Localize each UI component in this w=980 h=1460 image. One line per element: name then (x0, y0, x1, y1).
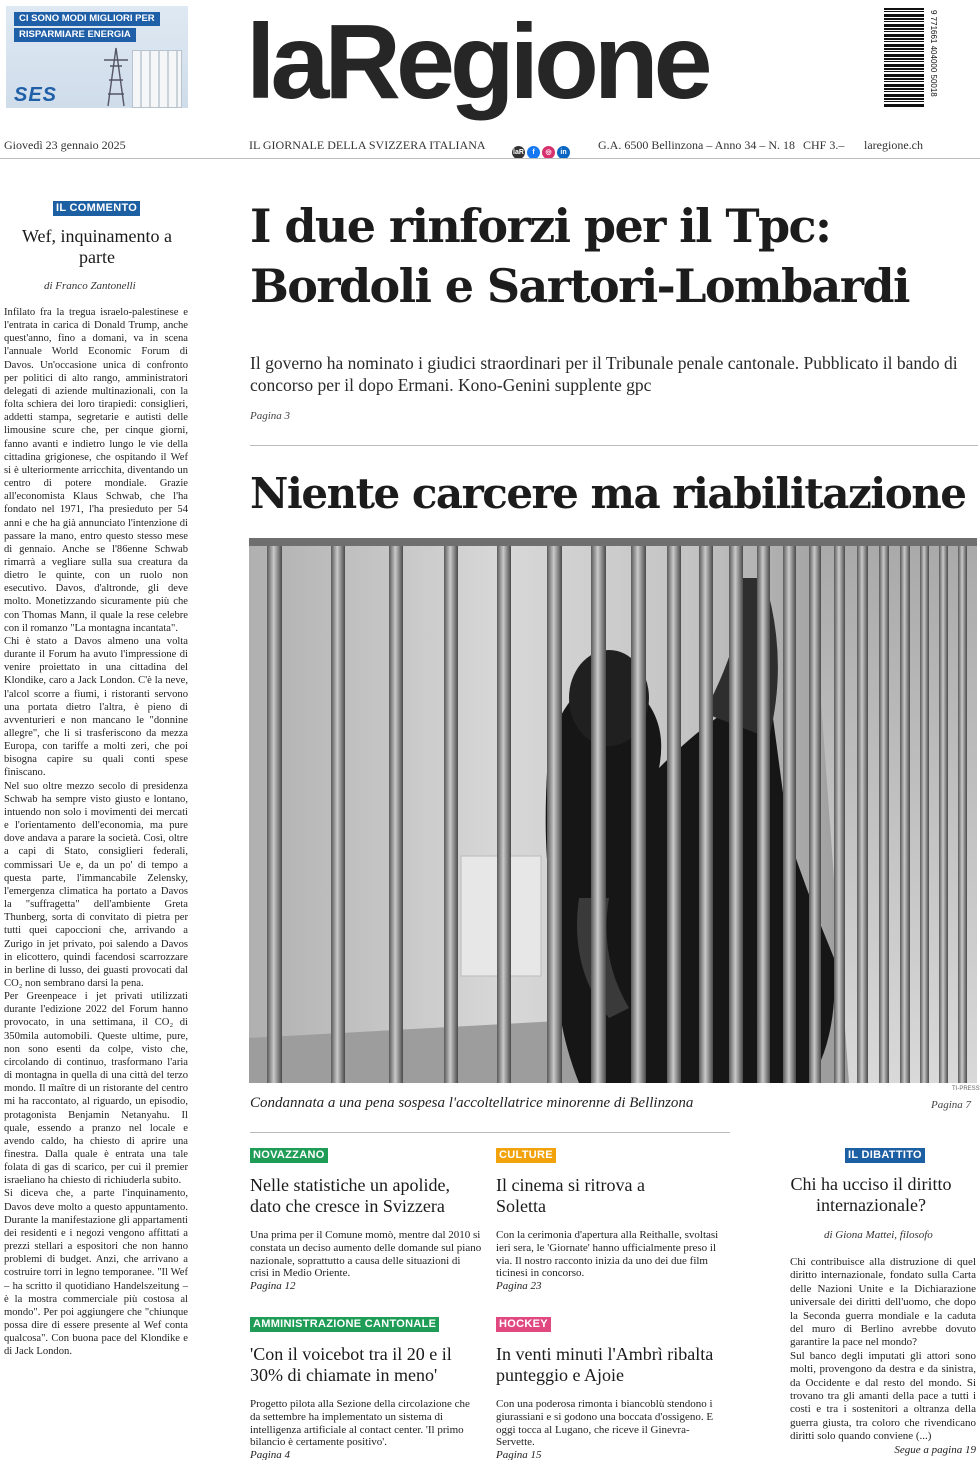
laregione-app-icon[interactable]: laR (512, 146, 525, 159)
story-page-ref[interactable]: Pagina 23 (496, 1280, 542, 1293)
lead-headline-line-1: I due rinforzi per il Tpc: (250, 199, 831, 253)
edition-info: G.A. 6500 Bellinzona – Anno 34 – N. 18 (598, 138, 795, 152)
barcode (884, 8, 924, 108)
section-tag-culture: CULTURE (496, 1148, 556, 1163)
story-body-novazzano (250, 1229, 482, 1293)
commento-title[interactable]: Wef, inquinamento a parte (21, 226, 172, 267)
section-tag-commento: IL COMMENTO (53, 201, 140, 216)
story-title-hockey[interactable]: In venti minuti l'Ambrì ribalta punteggio e Ajoie (496, 1344, 714, 1385)
story-body-hockey (496, 1398, 718, 1460)
radiator-image (132, 50, 182, 108)
dibattito-paragraph: Chi contribuisce alla distruzione di quel diritto internazionale, fondato sulla Carta delle Nazioni Unite e la Dichiarazione universale dei diritti dell'uomo, che dopo la Seconda guerra mondiale e la caduta del muro di Berlino avrebbe dovuto garantire la pace nel mondo? (790, 1256, 976, 1349)
story-text: Progetto pilota alla Sezione della circolazione che da settembre ha implementato un sistema di intelligenza artificiale al contact center. 'Il primo bilancio è certamente positivo'. (250, 1398, 470, 1449)
story-page-ref[interactable]: Pagina 4 (250, 1449, 291, 1460)
instagram-icon[interactable]: ◎ (542, 146, 555, 159)
stories-divider (250, 1132, 730, 1133)
photo-credit: TI-PRESS (952, 1086, 980, 1092)
commento-paragraph: Infilato fra la tregua israelo-palestinese e l'entrata in carica di Donald Trump, anche quest'anno, fino a domani, va in scena l'annuale World Economic Forum di Davos. Un'occasione unica di confronto per politici di alto rango, amministratori delegati di aziende multinazionali, con la folta schiera dei loro tirapiedi: consiglieri, addetti stampa, segretarie e autisti delle limousine scure che, per cinque giorni, fanno avanti e indietro lungo le vie della cittadina grigionese, che ospitando il Wef si è ulteriormente arricchita, diventando un centro di potere mondiale. Grazie all'economista Klaus Schwab, che l'ha fondato nel 1971, l'ha presieduto per 54 anni e che ha già annunciato l'intenzione di passare la mano, entro questo stesso mese di gennaio. Anche se l'86enne Schwab rimarrà a vegliare sulla sua creatura da dietro le quinte, con un ruolo non esecutivo. Davos, d'altronde, gli deve molto. Monetizzando sicuramente più che con Thomas Mann, il quale la rese celebre con il romanzo "La montagna incantata". (4, 307, 188, 634)
section-tag-amministrazione: AMMINISTRAZIONE CANTONALE (250, 1317, 439, 1332)
energy-advertisement[interactable] (6, 6, 188, 108)
lead-page-ref[interactable]: Pagina 3 (250, 410, 291, 422)
story-title-culture[interactable]: Il cinema si ritrova a Soletta (496, 1175, 645, 1216)
story-body-culture (496, 1229, 732, 1293)
story-page-ref[interactable]: Pagina 15 (496, 1449, 542, 1460)
commento-body (4, 306, 188, 1456)
section-tag-hockey: HOCKEY (496, 1317, 551, 1332)
linkedin-icon[interactable]: in (557, 146, 570, 159)
commento-paragraph: Nel suo oltre mezzo secolo di presidenza Schwab ha sempre visto giusto e lontano, intuendo non solo i movimenti dei mercati e l'orientamento dell'economia, ma pure dove andava a parare la società. Così, oltre a capi di Stato, consiglieri federali, commissari Ue e, da un po' di tempo a questa parte, l'immancabile Zelensky, l'emergenza climatica ha portato a Davos la "suffragetta" dell'ambiente Greta Thunberg, sorta di convitato di pietra per tutti quei capoccioni che, arrivando a Zurigo in jet privato, poi salendo a Davos in elicottero, quindi facendosi scarrozzare in berline di lusso, dei guasti provocati dal CO₂ non sembrano darsi la pena. (4, 780, 188, 989)
lead-headline[interactable] (250, 196, 978, 316)
tagline: IL GIORNALE DELLA SVIZZERA ITALIANA (249, 138, 486, 152)
price: CHF 3.– (803, 138, 845, 152)
prison-photo-illustration (249, 538, 977, 1083)
second-page-ref[interactable]: Pagina 7 (931, 1099, 972, 1111)
ad-headline-1: CI SONO MODI MIGLIORI PER (14, 12, 160, 26)
issue-date: Giovedì 23 gennaio 2025 (4, 138, 126, 152)
lead-subtitle: Il governo ha nominato i giudici straordinari per il Tribunale penale cantonale. Pubblicato il bando di concorso per il dopo Ermani. Kono-Genini supplente gpc (250, 353, 958, 395)
dibattito-paragraph: Sul banco degli imputati gli attori sono molti, provengono da destra e da sinistra, da Occidente e dal resto del mondo. Si trovano tra gli amanti della pace a tutti i costi e tra i sostenitori a oltranza della guerra giusta, tra coloro che rivendicano diritti solo quando conviene (...) (790, 1349, 976, 1443)
lead-divider (250, 445, 978, 446)
dibattito-author: di Giona Mattei, filosofo (824, 1229, 933, 1241)
website-link[interactable]: laregione.ch (864, 138, 923, 152)
section-tag-dibattito: IL DIBATTITO (845, 1148, 925, 1163)
story-text: Con la cerimonia d'apertura alla Reithalle, svoltasi ieri sera, le 'Giornate' hanno ufficialmente preso il via. Il nostro racconto inizia da uno dei due film ticinesi in concorso. (496, 1229, 719, 1280)
facebook-icon[interactable]: f (527, 146, 540, 159)
second-headline[interactable]: Niente carcere ma riabilitazione (250, 469, 966, 518)
newspaper-logo[interactable]: laRegione (246, 3, 708, 121)
commento-paragraph: Per Greenpeace i jet privati utilizzati durante l'edizione 2022 del Forum hanno provocato, in una settimana, il CO₂ di 350mila automobili. Queste ultime, pure, non sono esenti da colpe, visto che, circolando di continuo, trasformano l'aria di montagna in quella di una città del terzo mondo. Il maître di un ristorante del centro mi ha raccontato, al riguardo, un episodio, protagonista Benjamin Netanyahu. Il quale, essendo a pranzo nel locale e avendo caldo, ha chiesto di aprire una finestra. Dalla quale è entrata una tale folata di gas di scarico, per cui il premier israeliano ha chiesto di richiuderla subito. (4, 991, 188, 1187)
section-tag-novazzano: NOVAZZANO (250, 1148, 328, 1163)
story-title-voicebot[interactable]: 'Con il voicebot tra il 20 e il 30% di chiamate in meno' (250, 1344, 452, 1385)
ses-logo: SES (14, 84, 58, 106)
barcode-number: 9 771661 404000 50018 (929, 10, 938, 97)
masthead-info-bar (0, 136, 980, 156)
prison-bars-photo (249, 538, 977, 1083)
story-title-novazzano[interactable]: Nelle statistiche un apolide, dato che cresce in Svizzera (250, 1175, 450, 1216)
power-tower-icon (102, 46, 130, 108)
commento-paragraph: Si diceva che, a parte l'inquinamento, Davos deve molto a questo appuntamento. Durante la manifestazione gli appartamenti dei residenti e i negozi vengono affittati a prezzi stellari a espositori che non hanno problemi di budget. Anzi, che arrivano a costruire torri in legno temporanee. "Il Wef – ha scritto il quotidiano Handelszeitung – è la mostra commerciale più costosa al mondo". Per poi aggiungere che "chiunque possa dire di essere presente al Wef conta qualcosa". Con buona pace del Klondike e di Jack London. (4, 1188, 188, 1358)
masthead-divider (0, 158, 980, 159)
dibattito-title[interactable]: Chi ha ucciso il diritto internazionale? (790, 1174, 952, 1215)
dibattito-continued-link[interactable]: Segue a pagina 19 (894, 1443, 976, 1456)
story-page-ref[interactable]: Pagina 12 (250, 1280, 296, 1293)
photo-caption: Condannata a una pena sospesa l'accoltellatrice minorenne di Bellinzona (250, 1095, 694, 1111)
story-text: Una prima per il Comune momò, mentre dal 2010 si constata un deciso aumento delle domande sul piano nazionale, soprattutto a causa delle situazioni di crisi in Medio Oriente. (250, 1229, 482, 1280)
lead-headline-line-2: Bordoli e Sartori-Lombardi (250, 259, 909, 313)
story-text: Con una poderosa rimonta i biancoblù stendono i giurassiani e si godono una boccata d'ossigeno. E oggi tocca al Lugano, che riceve il Ginevra-Servette. (496, 1398, 714, 1449)
dibattito-body (790, 1256, 976, 1460)
ad-headline-2: RISPARMIARE ENERGIA (14, 28, 136, 42)
story-body-voicebot (250, 1398, 482, 1460)
commento-paragraph: Chi è stato a Davos almeno una volta durante il Forum ha avuto l'impressione di venire proiettato in una cittadina del Klondike, caro a Jack London. C'è la neve, l'alcol scorre a fiumi, i ristoranti servono una portata dietro l'altra, è pieno di avventurieri e non mancano le "donnine allegre", che li si trasferiscono da mezza Europa, con tariffe a molti zeri, che poi bisogna capire su quali conti spese finiscano. (4, 635, 188, 779)
commento-author: di Franco Zantonelli (44, 280, 136, 292)
